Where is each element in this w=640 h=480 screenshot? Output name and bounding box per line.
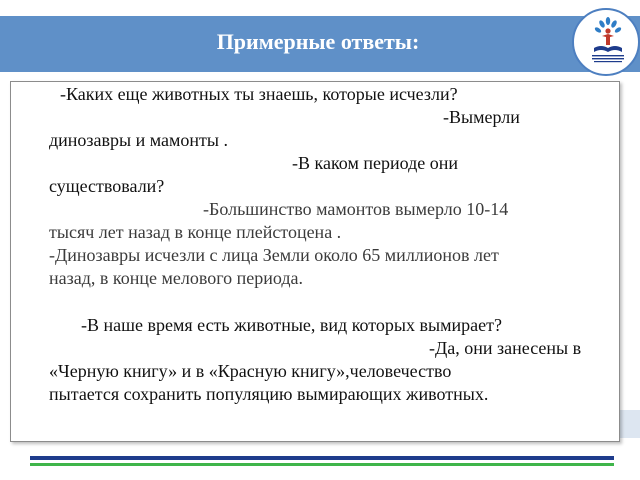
answer-line: -Большинство мамонтов вымерло 10-14 <box>203 199 509 219</box>
question-line: существовали? <box>49 176 165 196</box>
question-line: -Каких еще животных ты знаешь, которые исчезли? <box>60 84 458 104</box>
answers-box <box>10 81 620 442</box>
answer-line: тысяч лет назад в конце плейстоцена . <box>49 222 342 242</box>
side-tab-decoration <box>620 410 640 438</box>
footer-line-blue <box>30 456 614 460</box>
question-line: -В наше время есть животные, вид которых вымирает? <box>81 315 502 335</box>
answer-line: динозавры и мамонты . <box>49 130 228 150</box>
slide-title: Примерные ответы: <box>216 29 420 54</box>
question-line: -В каком периоде они <box>292 153 458 173</box>
answer-line: -Да, они занесены в <box>429 338 582 358</box>
answer-line: назад, в конце мелового периода. <box>49 268 304 288</box>
answer-line: пытается сохранить популяцию вымирающих животных. <box>49 384 489 404</box>
school-emblem-icon <box>580 14 636 70</box>
answer-line: -Вымерли <box>443 107 520 127</box>
answer-line: -Динозавры исчезли с лица Земли около 65 миллионов лет <box>49 245 499 265</box>
footer-line-green <box>30 463 614 466</box>
answer-line: «Черную книгу» и в «Красную книгу»,человечество <box>49 361 452 381</box>
